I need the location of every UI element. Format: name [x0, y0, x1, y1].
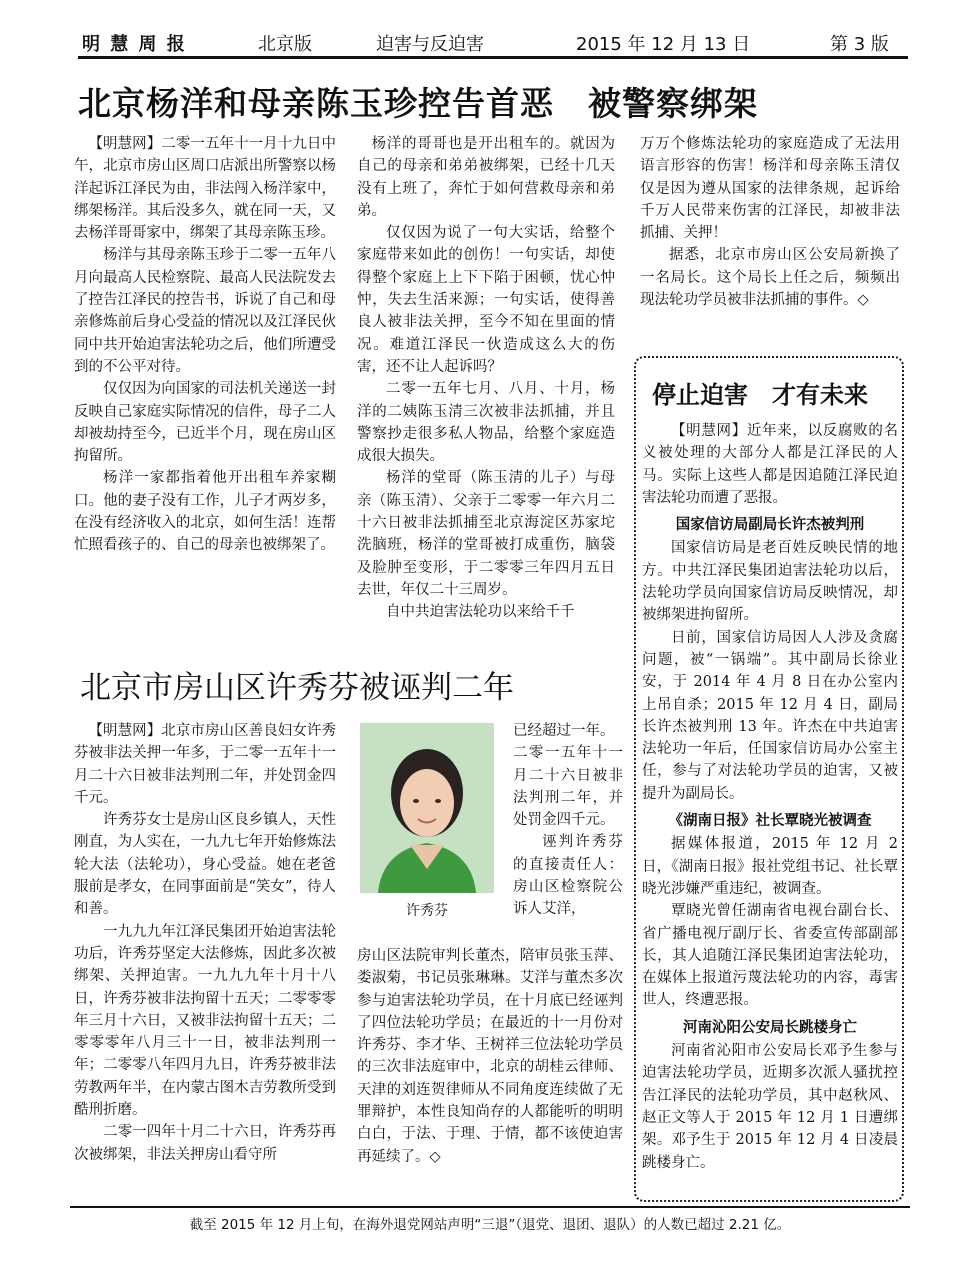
- sidebar-paragraph: 日前，国家信访局因人人涉及贪腐问题，被“一锅端”。其中副局长徐业安，于 2014 年 4 月 8 日在办公室内上吊自杀；2015 年 12 月 4 日，副局长许杰被判刑 13 年。许杰在中共迫害法轮功一年后，任国家信访局办公室主任，参与了对法轮功学员的迫害，又被提升为副局长。: [642, 629, 898, 802]
- article2-paragraph: 房山区法院审判长董杰，陪审员张玉萍、娄淑菊，书记员张琳琳。艾洋与董杰多次参与迫害法轮功学员，在十月底已经诬判了四位法轮功学员；在最近的十一月份对许秀芬、李才华、王树祥三位法轮功学员的三次非法庭审中，北京的胡桂云律师、天津的刘连贺律师从不同角度连续做了无罪辩护，本性良知尚存的人都能听的明明白白，于法、于理、于情，都不该使迫害再延续了。◇: [357, 948, 623, 1165]
- sidebar-heading: 河南沁阳公安局长跳楼身亡: [683, 1019, 857, 1036]
- sidebar-title: 停止迫害 才有未来: [652, 381, 868, 409]
- article1-paragraph: 杨洋一家都指着他开出租车养家糊口。他的妻子没有工作，儿子才两岁多，在没有经济收入的北京，如何生活！连帮忙照看孩子的、自己的母亲也被绑架了。: [74, 470, 336, 554]
- article1-column-2: [357, 133, 615, 624]
- article1-paragraph: 据悉，北京市房山区公安局新换了一名局长。这个局长上任之后，频频出现法轮功学员被非法抓捕的事件。◇: [640, 247, 900, 309]
- article2-column-2-bottom: [357, 945, 623, 1168]
- sidebar-paragraph: 国家信访局是老百姓反映民情的地方。中共江泽民集团迫害法轮功以后，法轮功学员向国家信访局反映情况，却被绑架进拘留所。: [642, 540, 898, 624]
- issue-date: 2015 年 12 月 13 日: [576, 34, 751, 55]
- portrait-illustration: [360, 723, 494, 893]
- page-number: 第 3 版: [830, 34, 889, 55]
- paper-name: 明 慧 周 报: [82, 34, 187, 55]
- edition: 北京版: [258, 34, 312, 55]
- article2-title: 北京市房山区许秀芬被诬判二年: [80, 670, 514, 706]
- article2-paragraph: 诬判许秀芬的直接责任人：房山区检察院公诉人艾洋，: [513, 834, 623, 918]
- article1-title: 北京杨洋和母亲陈玉珍控告首恶 被警察绑架: [78, 84, 758, 123]
- article1-paragraph: 杨洋的哥哥也是开出租车的。就因为自己的母亲和弟弟被绑架，已经十几天没有上班了，奔忙于如何营救母亲和弟弟。: [357, 136, 615, 219]
- article2-paragraph: 二零一五年十一月二十六日被非法判刑二年，并处罚金四千元。: [513, 745, 623, 829]
- article2-column-2-top: [513, 720, 623, 921]
- footer-rule: [70, 1206, 910, 1208]
- article2-paragraph: 许秀芬女士是房山区良乡镇人，天性刚直，为人实在，一九九七年开始修炼法轮大法（法轮功），身心受益。她在老爸服前是孝女，在同事面前是“笑女”，待人和善。: [74, 812, 336, 918]
- section-name: 迫害与反迫害: [376, 34, 484, 55]
- sidebar-content: [642, 420, 898, 1174]
- sidebar-paragraph: 河南省沁阳市公安局长邓予生参与迫害法轮功学员，近期多次派人骚扰控告江泽民的法轮功学员，其中赵秋风、赵正文等人于 2015 年 12 月 1 日遭绑架。邓予生于 2015 年 12 月 4 日凌晨跳楼身亡。: [642, 1043, 898, 1171]
- article1-paragraph: 仅仅因为向国家的司法机关递送一封反映自己家庭实际情况的信件，母子二人却被劫持至今，已近半个月，现在房山区拘留所。: [74, 381, 336, 465]
- sidebar-heading: 《湖南日报》社长覃晓光被调查: [668, 813, 872, 830]
- article1-paragraph: 仅仅因为说了一句大实话，给整个家庭带来如此的创伤！一句实话，却使得整个家庭上上下下陷于困顿，忧心忡忡，失去生活来源；一句实话，使得善良人被非法关押，至今不知在里面的情况。难道江泽民一伙造成这么大的伤害，还不让人起诉吗？: [357, 225, 615, 375]
- article2-paragraph: 一九九九年江泽民集团开始迫害法轮功后，许秀芬坚定大法修炼，因此多次被绑架、关押迫害。一九九九年十月十八日，许秀芬被非法拘留十五天；二零零零年三月十六日，又被非法拘留十五天；二零零零年八月三十一日，被非法判刑一年；二零零八年四月九日，许秀芬被非法劳教两年半，在内蒙古图木吉劳教所受到酷刑折磨。: [74, 923, 336, 1119]
- sidebar-intro: 【明慧网】近年来，以反腐败的名义被处理的大部分人都是江泽民的人马。实际上这些人都是因追随江泽民迫害法轮功而遭了恶报。: [642, 423, 898, 506]
- article2-paragraph: 已经超过一年。: [513, 723, 615, 739]
- article1-paragraph: 杨洋与其母亲陈玉珍于二零一五年八月向最高人民检察院、最高人民法院发去了控告江泽民的控告书，诉说了自己和母亲修炼前后身心受益的情况以及江泽民伙同中共开始迫害法轮功之后，他们所遭受到的不公平对待。: [74, 247, 336, 375]
- article1-paragraph: 自中共迫害法轮功以来给千千: [386, 604, 575, 621]
- article2-column-1: [74, 720, 336, 1166]
- sidebar-heading: 国家信访局副局长许杰被判刑: [675, 517, 865, 534]
- article1-paragraph: 杨洋的堂哥（陈玉清的儿子）与母亲（陈玉清）、父亲于二零零一年六月二十六日被非法抓捕至北京海淀区苏家坨洗脑班，杨洋的堂哥被打成重伤，脑袋及脸肿至变形，于二零零三年四月五日去世，年仅二十三周岁。: [357, 470, 615, 598]
- article2-paragraph: 二零一四年十月二十六日，许秀芬再次被绑架，非法关押房山看守所: [74, 1124, 336, 1163]
- article1-paragraph: 二零一五年七月、八月、十月，杨洋的二姨陈玉清三次被非法抓捕，并且警察抄走很多私人物品，给整个家庭造成很大损失。: [357, 381, 615, 465]
- header-rule: [78, 56, 908, 59]
- article1-paragraph: 【明慧网】二零一五年十一月十九日中午，北京市房山区周口店派出所警察以杨洋起诉江泽民为由，非法闯入杨洋家中，绑架杨洋。其后没多久，就在同一天，又去杨洋哥哥家中，绑架了其母亲陈玉珍。: [74, 136, 336, 242]
- page-header: [78, 30, 908, 56]
- portrait-photo: [360, 723, 494, 893]
- article2-paragraph: 【明慧网】北京市房山区善良妇女许秀芬被非法关押一年多，于二零一五年十一月二十六日被非法判刑二年，并处罚金四千元。: [74, 723, 336, 806]
- article1-paragraph: 万万个修炼法轮功的家庭造成了无法用语言形容的伤害！杨洋和母亲陈玉清仅仅是因为遵从国家的法律条规，起诉给千万人民带来伤害的江泽民，却被非法抓捕、关押！: [640, 136, 900, 242]
- article1-column-1: [74, 133, 336, 557]
- sidebar-paragraph: 覃晓光曾任湖南省电视台副台长、省广播电视厅副厅长、省委宣传部副部长，其人追随江泽民集团迫害法轮功，在媒体上报道污蔑法轮功的内容，毒害世人，终遭恶报。: [642, 903, 898, 1009]
- article1-column-3: [640, 133, 900, 311]
- sidebar-paragraph: 据媒体报道，2015 年 12 月 2 日，《湖南日报》报社党组书记、社长覃晓光涉嫌严重违纪，被调查。: [642, 836, 898, 897]
- footer-note: 截至 2015 年 12 月上旬，在海外退党网站声明“三退”（退党、退团、退队）的人数已超过 2.21 亿。: [189, 1217, 791, 1233]
- photo-caption: 许秀芬: [406, 903, 448, 919]
